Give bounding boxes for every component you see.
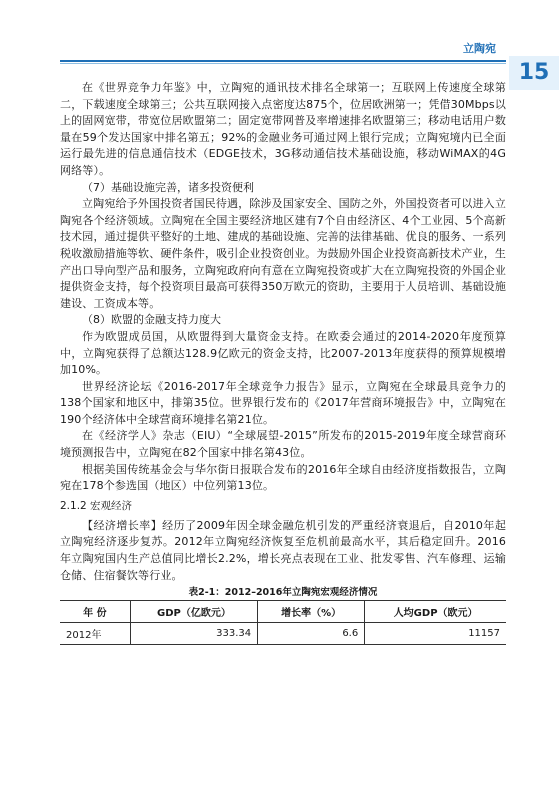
col-gdp: GDP（亿欧元） [130, 601, 257, 623]
subheading-infrastructure: （7）基础设施完善，诸多投资便利 [82, 180, 254, 194]
page-number: 15 [509, 56, 559, 90]
paragraph-eiu: 在《经济学人》杂志（EIU）“全球展望-2015”所发布的2015-2019年度全球营商环境预测报告中，立陶宛在82个国家中排名第43位。 [60, 429, 506, 460]
paragraph-heritage: 根据美国传统基金会与华尔街日报联合发布的2016年全球自由经济度指数报告，立陶宛在178个参选国（地区）中位列第13位。 [60, 462, 506, 493]
paragraph-ict: 在《世界竞争力年鉴》中，立陶宛的通讯技术排名全球第一；互联网上传速度全球第二，下载速度全球第三；公共互联网接入点密度达875个，位居欧洲第一；凭借30Mbps以上的固网宽带，带宽位居欧盟第二；固定宽带网普及率增速排名欧盟第三；移动电话用户数量在59个发达国家中排名第五；92%的金融业务可通过网上银行完成；立陶宛境内已全面运行最先进的信息通信技术（EDGE技术，3G移动通信技术基础设施，移动WiMAX的4G网络等）。 [60, 81, 506, 177]
table-row [60, 623, 506, 645]
page-body [60, 80, 506, 645]
paragraph-wef: 世界经济论坛《2016-2017年全球竞争力报告》显示，立陶宛在全球最具竞争力的138个国家和地区中，排第35位。世界银行发布的《2017年营商环境报告》中，立陶宛在190个经济体中全球营商环境排名第21位。 [60, 379, 506, 426]
section-name: 立陶宛 [463, 42, 496, 55]
cell-gdp: 333.34 [130, 623, 257, 645]
table-header-row [60, 601, 506, 623]
col-growth: 增长率（%） [258, 601, 365, 623]
paragraph-investment: 立陶宛给予外国投资者国民待遇，除涉及国家安全、国防之外，外国投资者可以进入立陶宛各个经济领域。立陶宛在全国主要经济地区建有7个自由经济区、4个工业园、5个高新技术园，通过提供平整好的土地、建成的基础设施、完善的法律基础、优良的服务、一系列税收激励措施等软、硬件条件，吸引企业投资创业。为鼓励外国企业投资高新技术产业，生产出口导向型产品和服务，立陶宛政府向有意在立陶宛投资或扩大在立陶宛投资的外国企业提供资金支持，每个投资项目最高可获得350万欧元的资助，主要用于人员培训、基础设施建设、工资成本等。 [60, 197, 506, 310]
col-year: 年 份 [60, 601, 130, 623]
paragraph-eu-budget: 作为欧盟成员国，从欧盟得到大量资金支持。在欧委会通过的2014-2020年度预算中，立陶宛获得了总额达128.9亿欧元的资金支持，比2007-2013年度获得的预算规模增加10%。 [60, 329, 506, 377]
cell-gdp-per-capita: 11157 [365, 623, 506, 645]
cell-year: 2012年 [60, 623, 130, 645]
header-rule-thin [60, 63, 506, 64]
paragraph-growth: 【经济增长率】经历了2009年因全球金融危机引发的严重经济衰退后，自2010年起立陶宛经济逐步复苏。2012年立陶宛经济恢复至危机前最高水平，其后稳定回升。2016年立陶宛国内生产总值同比增长2.2%，增长亮点表现在工业、批发零售、汽车修理、运输仓储、住宿餐饮等行业。 [60, 518, 506, 582]
subheading-eu-support: （8）欧盟的金融支持力度大 [82, 313, 221, 327]
table-caption: 表2-1：2012–2016年立陶宛宏观经济情况 [188, 587, 378, 599]
cell-growth: 6.6 [258, 623, 365, 645]
col-gdp-per-capita: 人均GDP（欧元） [365, 601, 506, 623]
section-heading-macro: 2.1.2 宏观经济 [60, 499, 133, 512]
macro-table [60, 600, 506, 645]
header-rule [60, 60, 506, 62]
